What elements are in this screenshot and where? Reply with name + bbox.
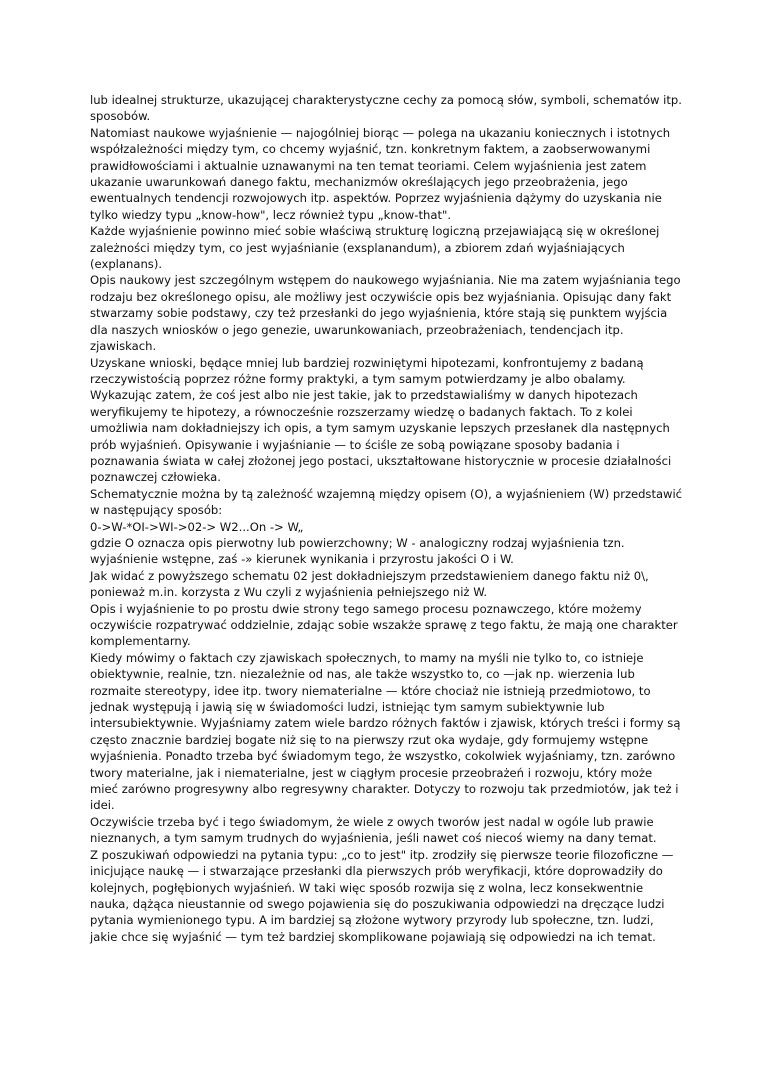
text-line: Natomiast naukowe wyjaśnienie — najogólniej biorąc — polega na ukazaniu koniecznych i istotnych [90, 125, 671, 140]
text-line: Kiedy mówimy o faktach czy zjawiskach społecznych, to mamy na myśli nie tylko to, co istnieje [90, 650, 644, 665]
text-line: intersubiektywnie. Wyjaśniamy zatem wiele bardzo różnych faktów i zjawisk, których treści i formy są [90, 716, 681, 731]
text-line: zależności między tym, co jest wyjaśnianie (exsplanandum), a zbiorem zdań wyjaśniających [90, 240, 625, 255]
text-line: jednak występują i jawią się w świadomości ludzi, istniejąc tym samym subiektywnie lub [90, 700, 605, 715]
text-line: sposobów. [90, 109, 151, 124]
text-line: współzależności między tym, co chcemy wyjaśnić, tzn. konkretnym faktem, a zaobserwowanymi [90, 142, 651, 157]
text-line: (explanans). [90, 257, 163, 272]
text-line: idei. [90, 798, 115, 813]
text-line: poznawania świata w całej złożonej jego postaci, ukształtowane historycznie w procesie działalności [90, 453, 672, 468]
text-line: gdzie O oznacza opis pierwotny lub powierzchowny; W - analogiczny rodzaj wyjaśnienia tzn. [90, 535, 625, 550]
text-line: ukazanie uwarunkowań danego faktu, mechanizmów określających jego przeobrażenia, jego [90, 175, 628, 190]
text-line: nieznanych, a tym samym trudnych do wyjaśnienia, jeśli nawet coś niecoś wiemy na dany temat. [90, 831, 657, 846]
text-line: prawidłowościami i aktualnie uznawanymi na ten temat teoriami. Celem wyjaśnienia jest zatem [90, 158, 647, 173]
text-line: ewentualnych tendencji rozwojowych itp. aspektów. Poprzez wyjaśnienia dążymy do uzyskania nie [90, 191, 662, 206]
text-line: umożliwia nam dokładniejszy ich opis, a tym samym uzyskanie lepszych przesłanek dla następnych [90, 421, 670, 436]
text-line: Jak widać z powyższego schematu 02 jest dokładniejszym przedstawieniem danego faktu niż 0\, [90, 568, 649, 583]
text-line: pytania wymienionego typu. A im bardziej są złożone wytwory przyrody lub społeczne, tzn. ludzi, [90, 913, 654, 928]
text-line: jakie chce się wyjaśnić — tym też bardziej skomplikowane pojawiają się odpowiedzi na ich temat. [90, 929, 656, 944]
text-line: Wykazując zatem, że coś jest albo nie jest takie, jak to przedstawialiśmy w danych hipotezach [90, 388, 638, 403]
text-line: lub idealnej strukturze, ukazującej charakterystyczne cechy za pomocą słów, symboli, schematów itp. [90, 93, 682, 107]
text-line: Z poszukiwań odpowiedzi na pytania typu: „co to jest" itp. zrodziły się pierwsze teorie filozoficzne — [90, 847, 674, 862]
text-line: oczywiście rozpatrywać oddzielnie, zdając sobie wszakże sprawę z tego faktu, że mają one charakter [90, 618, 678, 632]
text-line: prób wyjaśnień. Opisywanie i wyjaśnianie — to ściśle ze sobą powiązane sposoby badania i [90, 437, 620, 452]
text-line: 0->W-*OI->WI->02-> W2...On -> W„ [90, 519, 304, 534]
text-line: rzeczywistością poprzez różne formy praktyki, a tym samym potwierdzamy je albo obalamy. [90, 371, 626, 386]
text-line: Uzyskane wnioski, będące mniej lub bardziej rozwiniętymi hipotezami, konfrontujemy z badaną [90, 355, 644, 370]
document-body-text [90, 92, 682, 945]
text-line: poznawczej człowieka. [90, 470, 221, 485]
text-line: Oczywiście trzeba być i tego świadomym, że wiele z owych tworów jest nadal w ogóle lub prawie [90, 814, 654, 829]
text-line: mieć zarówno progresywny albo regresywny charakter. Dotyczy to rozwoju tak przedmiotów, jak też i [90, 782, 679, 797]
text-line: Opis naukowy jest szczególnym wstępem do naukowego wyjaśniania. Nie ma zatem wyjaśniania tego [90, 273, 681, 288]
text-line: często znacznie bardziej bogate niż się to na pierwszy rzut oka wydaje, gdy formujemy wstępne [90, 732, 649, 747]
text-line: komplementarny. [90, 634, 191, 649]
text-line: weryfikujemy te hipotezy, a równocześnie rozszerzamy wiedzę o badanych faktach. To z kolei [90, 404, 633, 419]
text-line: zjawiskach. [90, 339, 157, 354]
text-line: Każde wyjaśnienie powinno mieć sobie właściwą strukturę logiczną przejawiającą się w określonej [90, 224, 660, 239]
text-line: stwarzamy sobie podstawy, czy też przesłanki do jego wyjaśnienia, które stają się punktem wyjścia [90, 306, 668, 321]
text-line: Schematycznie można by tą zależność wzajemną między opisem (O), a wyjaśnieniem (W) przedstawić [90, 486, 683, 501]
text-line: Opis i wyjaśnienie to po prostu dwie strony tego samego procesu poznawczego, które możemy [90, 601, 642, 616]
text-line: ponieważ m.in. korzysta z Wu czyli z wyjaśnienia pełniejszego niż W. [90, 585, 488, 600]
text-line: rozmaite stereotypy, idee itp. twory niematerialne — które chociaż nie istnieją przedmiotowo, to [90, 683, 651, 698]
text-line: rodzaju bez określonego opisu, ale możliwy jest oczywiście opis bez wyjaśniania. Opisując dany fakt [90, 289, 672, 304]
text-line: w następujący sposób: [90, 503, 223, 518]
text-line: dla naszych wniosków o jego genezie, uwarunkowaniach, przeobrażeniach, tendencjach itp. [90, 322, 624, 337]
text-line: kolejnych, pogłębionych wyjaśnień. W taki więc sposób rozwija się z wolna, lecz konsekwentnie [90, 880, 644, 895]
text-line: obiektywnie, realnie, tzn. niezależnie od nas, ale także wszystko to, co —jak np. wierzenia lub [90, 667, 635, 682]
text-line: nauka, dążąca nieustannie od swego pojawienia się do poszukiwania odpowiedzi na dręczące ludzi [90, 896, 665, 911]
text-line: tylko wiedzy typu „know-how", lecz również typu „know-that". [90, 207, 452, 222]
text-line: inicjujące naukę — i stwarzające przesłanki dla pierwszych prób weryfikacji, które doprowadziły do [90, 864, 663, 879]
text-line: twory materialne, jak i niematerialne, jest w ciągłym procesie przeobrażeń i rozwoju, który może [90, 765, 653, 780]
text-line: wyjaśnienie wstępne, zaś -» kierunek wynikania i przyrostu jakości O i W. [90, 552, 514, 567]
text-line: wyjaśnienia. Ponadto trzeba być świadomym tego, że wszystko, cokolwiek wyjaśniamy, tzn. zarówno [90, 749, 676, 764]
